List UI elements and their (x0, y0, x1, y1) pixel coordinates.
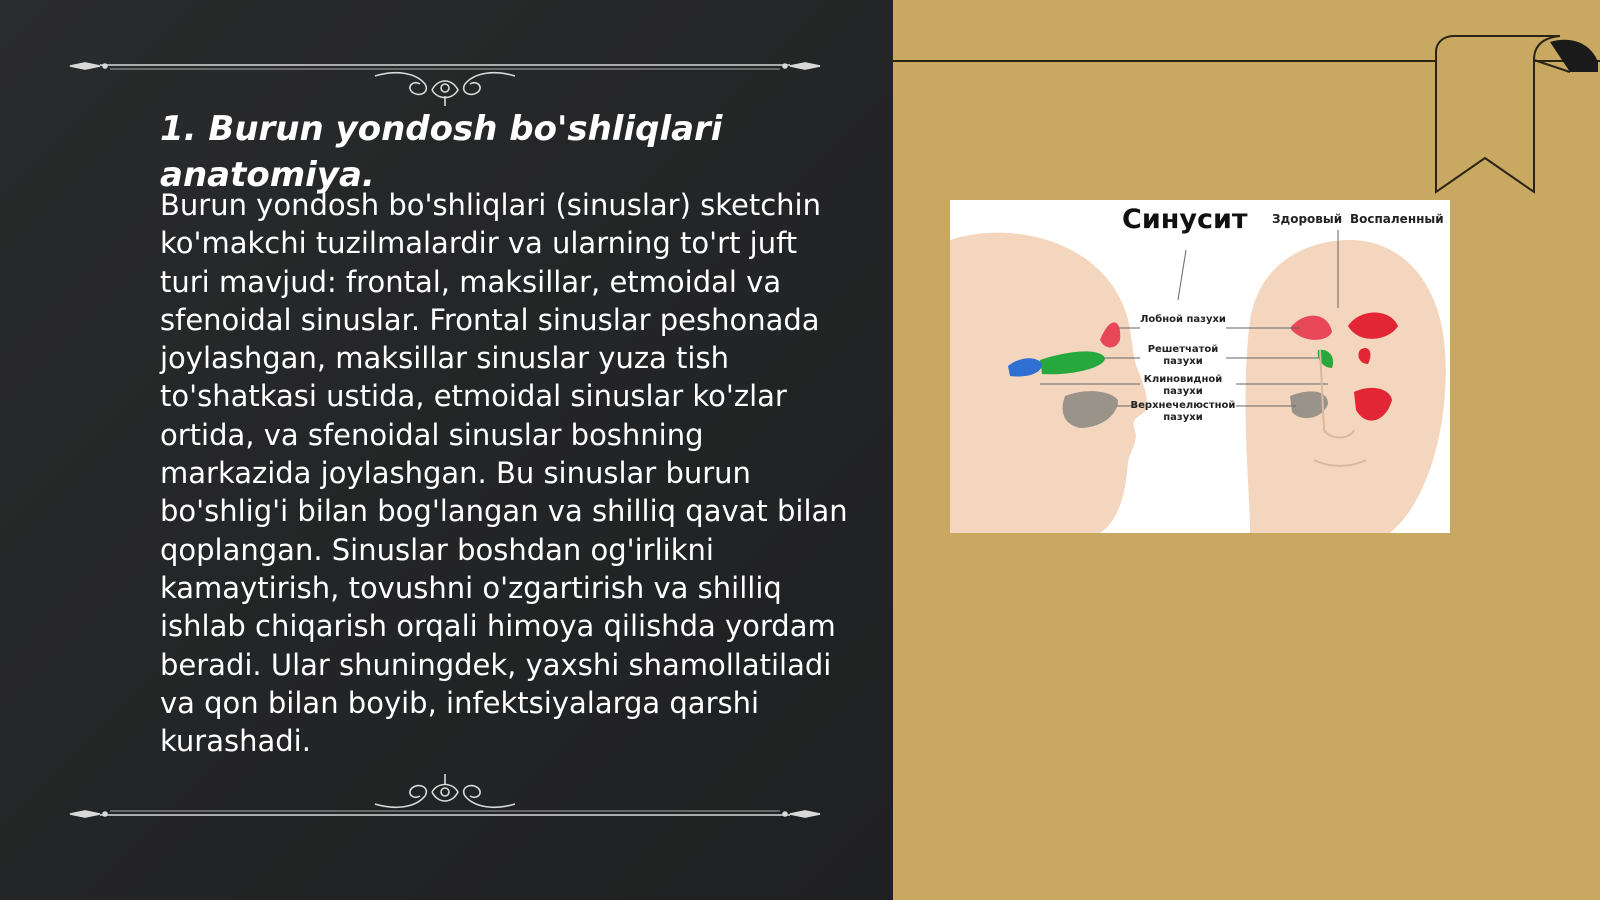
bookmark-ribbon-icon (1430, 32, 1600, 202)
bottom-ornament-divider (60, 770, 830, 830)
figure-label-frontal: Лобной пазухи (1140, 314, 1226, 325)
figure-label-maxillary: Верхнечелюстной пазухи (1130, 400, 1236, 423)
figure-label-sphenoid: Клиновидной пазухи (1143, 374, 1223, 397)
figure-header-healthy: Здоровый (1272, 212, 1343, 226)
figure-label-ethmoid: Решетчатой пазухи (1147, 344, 1219, 367)
top-ornament-divider (60, 50, 830, 110)
figure-header-inflamed: Воспаленный (1350, 212, 1444, 226)
sinusitis-illustration (950, 200, 1450, 533)
slide-body-text: Burun yondosh bo'shliqlari (sinuslar) sketchin ko'makchi tuzilmalardir va ularning to'rt juft turi mavjud: frontal, maksillar, etmoidal va sfenoidal sinuslar. Frontal sinuslar peshonada joylashgan, maksillar sinuslar yuza tish to'shatkasi ustida, etmoidal sinuslar ko'zlar ortida, va sfenoidal sinuslar boshning markazida joylashgan. Bu sinuslar burun bo'shlig'i bilan bog'langan va shilliq qavat bilan qoplangan. Sinuslar boshdan og'irlikni kamaytirish, tovushni o'zgartirish va shilliq ishlab chiqarish orqali himoya qilishda yordam beradi. Ular shuningdek, yaxshi shamollatiladi va qon bilan boyib, infektsiyalarga qarshi kurashadi. (160, 188, 848, 759)
figure-title: Синусит (1122, 204, 1248, 235)
slide-title: 1. Burun yondosh bo'shliqlari anatomiya. (160, 109, 723, 195)
